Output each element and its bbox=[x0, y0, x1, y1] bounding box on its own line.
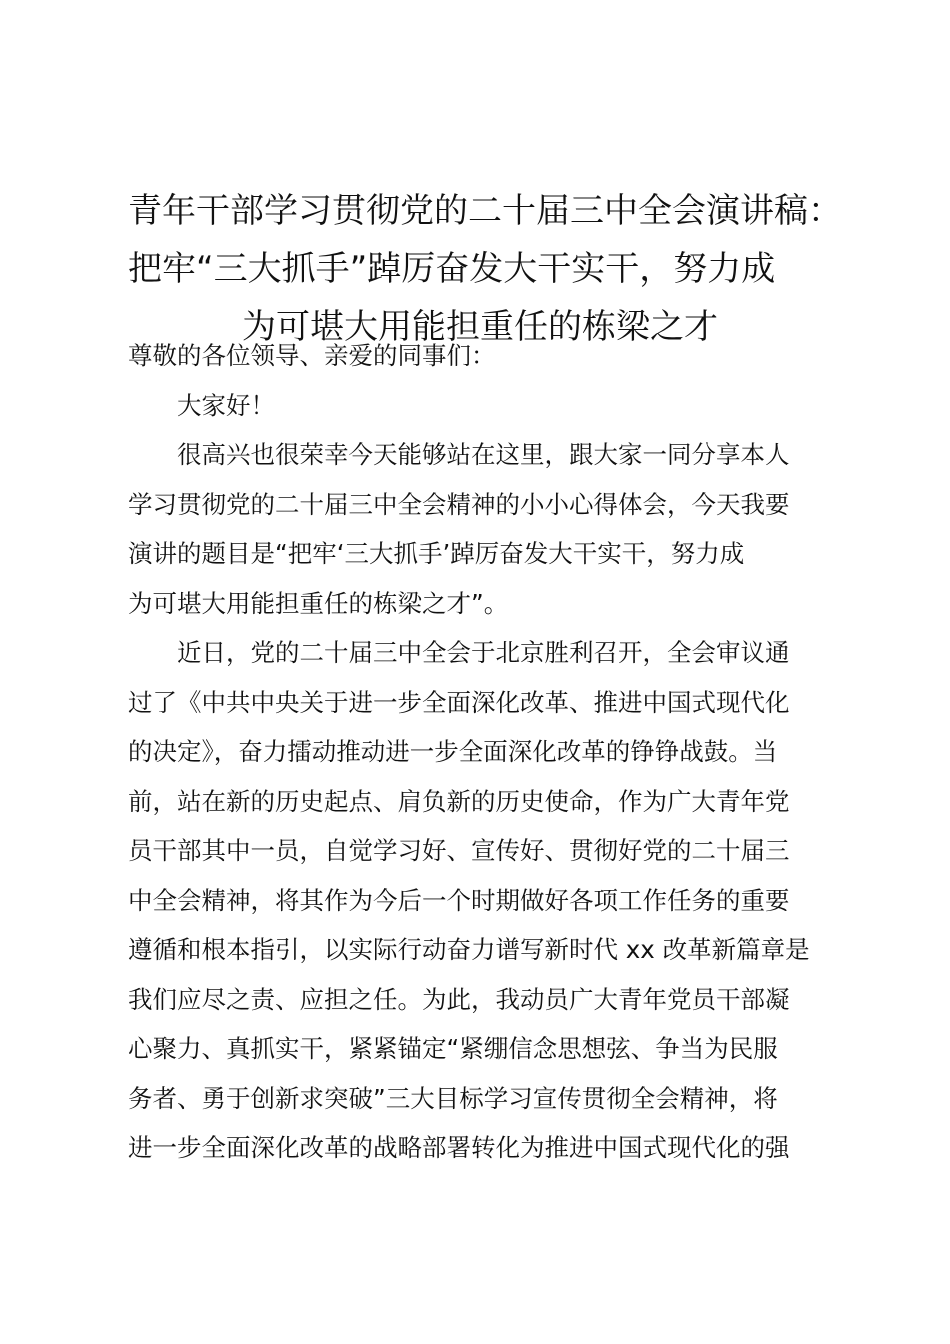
paragraph-1-line: 为可堪大用能担重任的栋梁之才”。 bbox=[128, 588, 509, 618]
document-body bbox=[128, 336, 840, 1178]
title-line-1: 青年干部学习贯彻党的二十届三中全会演讲稿： bbox=[128, 191, 842, 231]
paragraph-1-line: 演讲的题目是“把牢‘三大抓手’踔厉奋发大干实干，努力成 bbox=[128, 539, 745, 568]
paragraph-2-line: 进一步全面深化改革的战略部署转化为推进中国式现代化的强 bbox=[128, 1133, 790, 1162]
paragraph-2-line: 员干部其中一员，自觉学习好、宣传好、贯彻好党的二十届三 bbox=[128, 836, 790, 865]
paragraph-2-line: 过了《中共中央关于进一步全面深化改革、推进中国式现代化 bbox=[128, 687, 790, 717]
paragraph-2-line: 中全会精神，将其作为今后一个时期做好各项工作任务的重要 bbox=[128, 885, 790, 915]
salutation: 尊敬的各位领导、亲爱的同事们： bbox=[128, 341, 496, 370]
paragraph-2-line: 的决定》，奋力擂动推动进一步全面深化改革的铮铮战鼓。当 bbox=[128, 737, 778, 766]
paragraph-1-line: 学习贯彻党的二十届三中全会精神的小小心得体会，今天我要 bbox=[128, 489, 790, 519]
paragraph-2-line: 我们应尽之责、应担之任。为此，我动员广大青年党员干部凝 bbox=[128, 984, 790, 1014]
title-line-3: 为可堪大用能担重任的栋梁之才 bbox=[242, 307, 718, 347]
paragraph-2-line: 前，站在新的历史起点、肩负新的历史使命，作为广大青年党 bbox=[128, 786, 790, 816]
document-title bbox=[120, 182, 840, 356]
paragraph-2-line: 遵循和根本指引，以实际行动奋力谱写新时代 xx 改革新篇章是 bbox=[128, 935, 810, 964]
title-line-2: 把牢“三大抓手”踔厉奋发大干实干，努力成 bbox=[128, 249, 776, 289]
paragraph-1-line: 很高兴也很荣幸今天能够站在这里，跟大家一同分享本人 bbox=[177, 440, 790, 469]
paragraph-2-line: 近日，党的二十届三中全会于北京胜利召开，全会审议通 bbox=[177, 638, 790, 667]
greeting: 大家好！ bbox=[177, 390, 275, 420]
paragraph-2-line: 务者、勇于创新求突破”三大目标学习宣传贯彻全会精神，将 bbox=[128, 1083, 778, 1113]
paragraph-2-line: 心聚力、真抓实干，紧紧锚定“紧绷信念思想弦、争当为民服 bbox=[128, 1034, 778, 1063]
